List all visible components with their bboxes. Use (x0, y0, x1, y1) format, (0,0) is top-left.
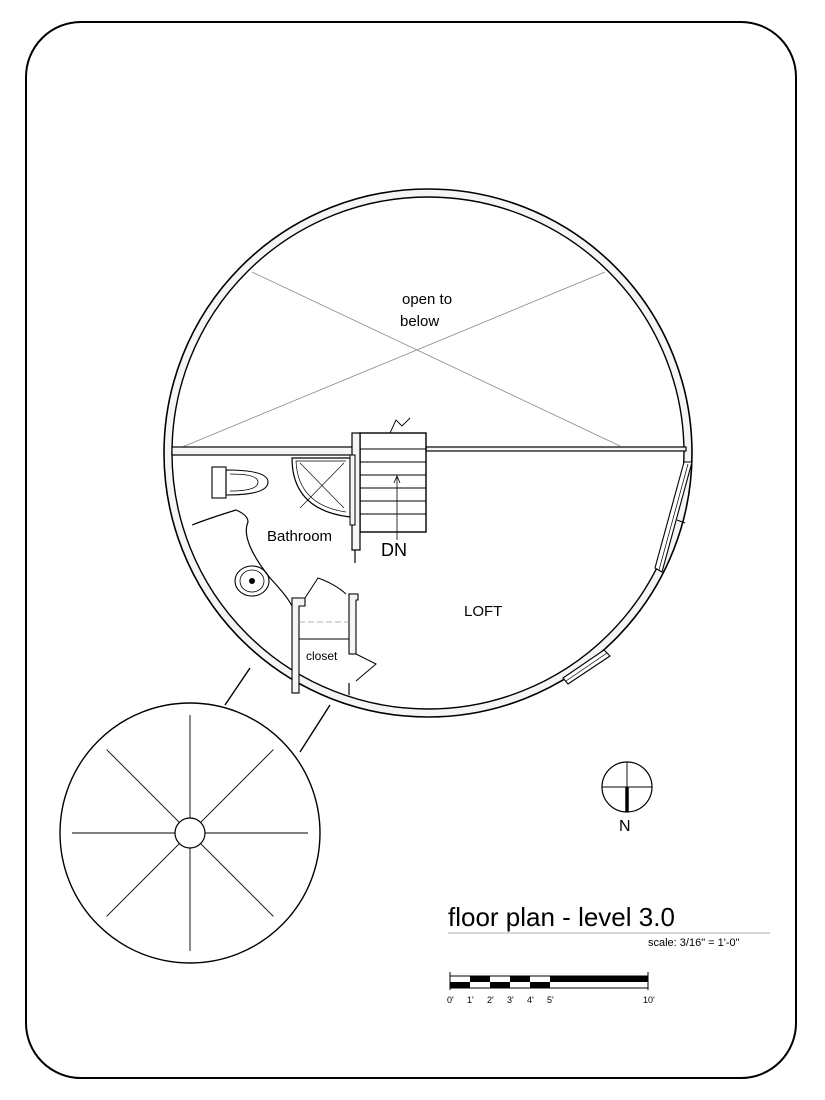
north-label: N (619, 818, 631, 835)
scale-bar (450, 972, 648, 990)
tower-stair (60, 703, 320, 963)
closet-label: closet (306, 649, 338, 663)
bathroom-label: Bathroom (267, 528, 333, 545)
scale-tick: 10' (643, 995, 655, 1005)
scale-tick: 5' (547, 995, 554, 1005)
drawing-title: floor plan - level 3.0 (448, 902, 675, 932)
open-to-below-line1: open to (402, 291, 453, 308)
north-arrow (602, 762, 652, 812)
scale-tick: 1' (467, 995, 474, 1005)
scale-bar-ticks (447, 995, 655, 1005)
scale-tick: 0' (447, 995, 454, 1005)
scale-tick: 4' (527, 995, 534, 1005)
scale-tick: 2' (487, 995, 494, 1005)
scale-text: scale: 3/16" = 1'-0" (648, 937, 740, 949)
scale-tick: 3' (507, 995, 514, 1005)
open-to-below-line2: below (400, 313, 440, 330)
loft-label: LOFT (464, 603, 503, 620)
down-label: DN (381, 540, 407, 560)
